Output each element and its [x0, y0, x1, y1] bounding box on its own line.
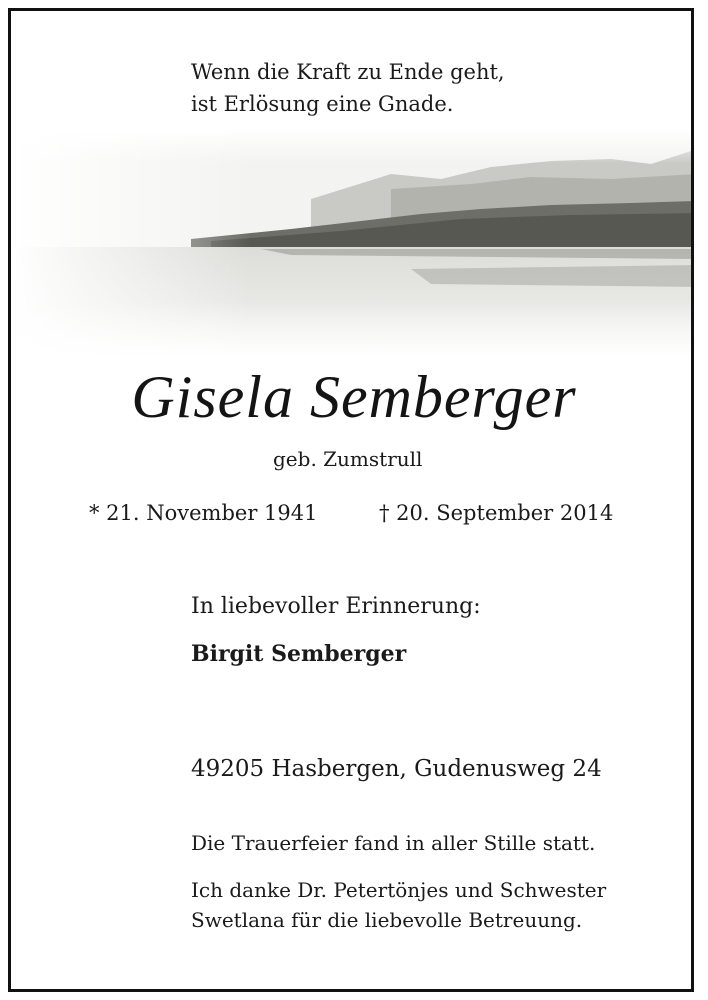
- thanks-text: [191, 875, 606, 935]
- motto-line-1: Wenn die Kraft zu Ende geht,: [191, 60, 505, 84]
- death-date: † 20. September 2014: [379, 501, 614, 525]
- thanks-line-1: Ich danke Dr. Petertönjes und Schwester: [191, 878, 607, 902]
- thanks-line-2: Swetlana für die liebevolle Betreuung.: [191, 908, 583, 932]
- funeral-notice: Die Trauerfeier fand in aller Stille statt.: [191, 831, 596, 855]
- misty-lake-landscape-image: [11, 129, 694, 359]
- obituary-card: [8, 8, 694, 992]
- deceased-name: Gisela Semberger: [131, 364, 577, 430]
- motto: [191, 56, 505, 120]
- address: 49205 Hasbergen, Gudenusweg 24: [191, 756, 602, 782]
- motto-line-2: ist Erlösung eine Gnade.: [191, 92, 454, 116]
- maiden-name: geb. Zumstrull: [273, 447, 423, 471]
- mourner-name: Birgit Semberger: [191, 641, 407, 667]
- remembrance-intro: In liebevoller Erinnerung:: [191, 594, 481, 619]
- birth-date: * 21. November 1941: [89, 501, 318, 525]
